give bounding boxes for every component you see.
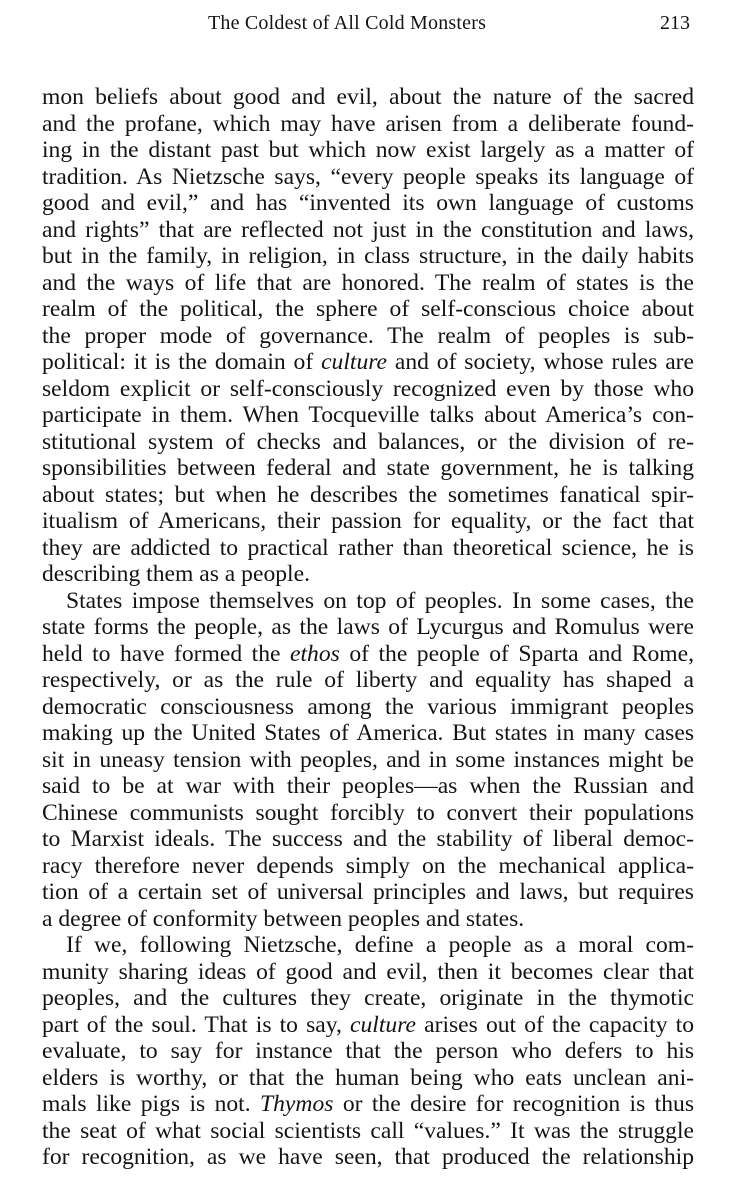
text-line: peoples, and the cultures they create, originate in the thymotic	[42, 985, 694, 1011]
paragraph	[42, 588, 694, 933]
text-line: a degree of conformity between peoples and states.	[42, 905, 525, 932]
text-line: good and evil,” and has “invented its own language of customs	[42, 190, 694, 216]
text-line: about states; but when he describes the sometimes fanatical spir-	[42, 481, 694, 508]
text-line: respectively, or as the rule of liberty and equality has shaped a	[42, 667, 694, 693]
text-line: Chinese communists sought forcibly to convert their populations	[42, 799, 694, 826]
text-line: for recognition, as we have seen, that produced the relationship	[42, 1144, 694, 1170]
text-line: to Marxist ideals. The success and the stability of liberal democ-	[42, 826, 694, 852]
text-line: If we, following Nietzsche, define a people as a moral com-	[66, 932, 694, 958]
italic-term: Thymos	[260, 1091, 334, 1117]
text-line: the proper mode of governance. The realm of peoples is sub-	[42, 322, 694, 349]
text-line: sit in uneasy tension with peoples, and in some instances might be	[42, 746, 694, 773]
text-line: realm of the political, the sphere of self-conscious choice about	[42, 296, 694, 322]
paragraph	[42, 932, 694, 1171]
text-line: part of the soul. That is to say, culture arises out of the capacity to	[42, 1011, 694, 1038]
page-number: 213	[660, 12, 690, 34]
text-line: and rights” that are reflected not just in the constitution and laws,	[42, 216, 694, 243]
text-line: and the ways of life that are honored. The realm of states is the	[42, 269, 694, 296]
text-line: States impose themselves on top of peoples. In some cases, the	[66, 587, 694, 614]
text-line: they are addicted to practical rather than theoretical science, he is	[42, 534, 694, 561]
text-line: sponsibilities between federal and state government, he is talking	[42, 455, 694, 481]
text-line: racy therefore never depends simply on the mechanical applica-	[42, 852, 694, 879]
italic-term: culture	[321, 349, 388, 375]
text-line: and the profane, which may have arisen from a deliberate found-	[42, 110, 694, 137]
body-text	[42, 84, 694, 1171]
text-line: democratic consciousness among the various immigrant peoples	[42, 693, 694, 720]
text-line: state forms the people, as the laws of Lycurgus and Romulus were	[42, 614, 694, 640]
text-line: seldom explicit or self-consciously recognized even by those who	[42, 375, 694, 402]
text-line: mon beliefs about good and evil, about the nature of the sacred	[42, 84, 694, 110]
text-line: mals like pigs is not. Thymos or the desire for recognition is thus	[42, 1091, 695, 1117]
text-line: ing in the distant past but which now exist largely as a matter of	[42, 137, 694, 163]
text-line: evaluate, to say for instance that the person who defers to his	[42, 1038, 694, 1064]
text-line: participate in them. When Tocqueville talks about America’s con-	[42, 402, 694, 428]
running-head: The Coldest of All Cold Monsters	[208, 12, 487, 34]
paragraph	[42, 84, 694, 588]
text-line: tion of a certain set of universal principles and laws, but requires	[42, 879, 694, 905]
text-line: held to have formed the ethos of the people of Sparta and Rome,	[42, 640, 694, 667]
italic-term: ethos	[290, 640, 340, 667]
text-line: elders is worthy, or that the human being who eats unclean ani-	[42, 1064, 694, 1091]
text-line: said to be at war with their peoples—as when the Russian and	[42, 773, 694, 799]
text-line: munity sharing ideas of good and evil, then it becomes clear that	[42, 958, 694, 985]
text-line: political: it is the domain of culture and of society, whose rules are	[42, 349, 694, 375]
text-line: stitutional system of checks and balances, or the division of re-	[42, 428, 694, 455]
text-line: tradition. As Nietzsche says, “every people speaks its language of	[42, 163, 694, 190]
text-line: making up the United States of America. But states in many cases	[42, 720, 694, 746]
text-line: the seat of what social scientists call “values.” It was the struggle	[42, 1117, 694, 1144]
text-line: itualism of Americans, their passion for equality, or the fact that	[42, 508, 694, 534]
italic-term: culture	[350, 1011, 416, 1038]
text-line: but in the family, in religion, in class structure, in the daily habits	[42, 243, 694, 269]
text-line: describing them as a people.	[42, 561, 310, 587]
